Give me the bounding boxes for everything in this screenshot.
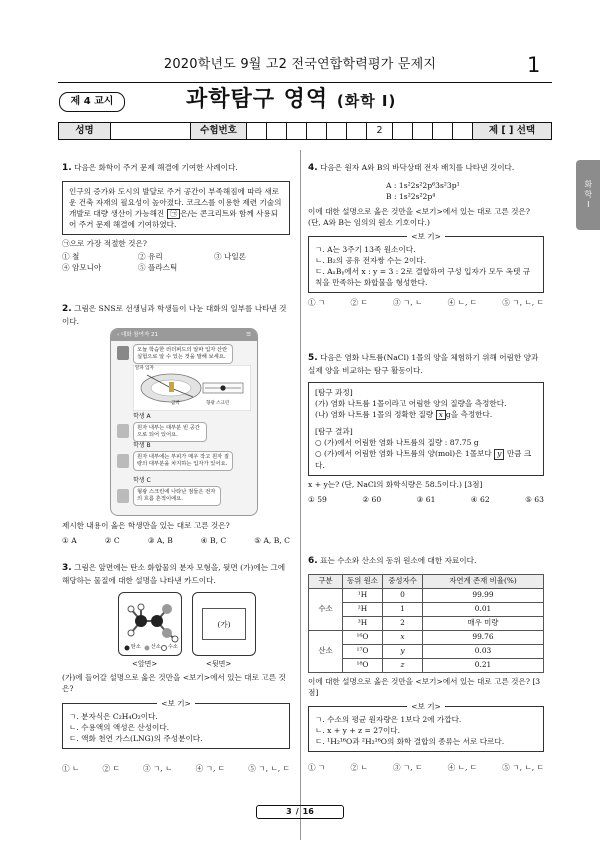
table-header-row [309,575,544,589]
exam-no-box[interactable] [287,123,307,139]
answer-choices [62,251,290,273]
page-number: 1 [527,53,541,77]
card-front [118,592,182,656]
footer-page-indicator [256,805,344,819]
label-alpha: 알파 입자 [135,366,154,371]
bogi-item: ㄴ. x + y + z = 27이다. [315,726,401,736]
table-header: 중성자수 [383,575,423,589]
choice-2[interactable]: ② ㄴ [350,763,368,773]
choice-1[interactable]: ① ㄱ [308,763,326,773]
blank-mark: ㉠ [167,209,181,219]
bogi-item: ㄷ. 액화 천연 가스(LNG)의 주성분이다. [69,734,203,743]
label-screen: 형광 스크린 [206,401,230,406]
card-back-text: (가) [202,608,246,640]
exam-no-box[interactable] [453,123,473,139]
exam-no-box[interactable] [347,123,367,139]
group-cell: 수소 [309,589,343,631]
procedure-step [315,409,537,420]
result-line [315,448,537,470]
student-a-avatar [117,424,129,438]
blank-y: y [494,449,504,459]
neutron-cell: 2 [383,617,423,631]
student-c-avatar [117,489,129,503]
question-stem: 다음은 원자 A와 B의 바닥상태 전자 배치를 나타낸 것이다. [320,163,515,172]
table-row [309,645,544,659]
question-ask: ㉠으로 가장 적절한 것은? [62,239,147,249]
choice-4[interactable]: ④ ㄱ, ㄷ [195,764,226,773]
back-arrow-icon[interactable]: ‹ [117,332,120,338]
choice-5[interactable]: ⑤ 플라스틱 [138,263,178,273]
neutron-cell: 0 [383,589,423,603]
choice-3[interactable]: ③ A, B [147,536,173,545]
question-stem: 다음은 화학이 주거 문제 해결에 기여한 사례이다. [74,163,238,172]
procedure-step: (가) 염화 나트륨 1몰이라고 어림한 양의 질량을 측정한다. [315,399,507,409]
bogi-item: ㄱ. A는 3주기 13족 원소이다. [315,245,416,255]
exam-no-box[interactable] [267,123,287,139]
inquiry-box [308,382,544,476]
answer-choices [308,762,544,773]
question-ask: 제시한 내용이 옳은 학생만을 있는 대로 고른 것은? [62,521,230,530]
passage-text: 인구의 증가와 도시의 발달로 주거 공간이 부족해짐에 따라 새로운 건축 자재의 필요성이 높아졌다. 코크스를 이용한 제련 기술의 개발로 대량 생산이 가능해진 [69,187,282,219]
choice-3[interactable]: ③ ㄱ, ㄴ [392,298,423,308]
candidate-info-bar [58,122,552,140]
student-b-avatar [117,454,129,468]
menu-icon[interactable]: ☰ [246,332,251,338]
choice-5[interactable]: ⑤ 63 [525,494,544,504]
period-badge: 제 4 교시 [59,92,125,112]
ratio-cell: 99.76 [423,631,544,645]
teacher-avatar [117,346,129,360]
question-number: 2. [62,304,72,314]
student-b-message: 원자 내부에는 부피가 매우 작고 원자 질량의 대부분을 차지하는 입자가 있어요. [133,451,233,471]
question-number: 6. [308,556,318,566]
legend-carbon: 탄소 [131,644,141,650]
question-2-footer [62,520,290,546]
chat-title: 대화 참여자 21 [120,332,159,338]
name-field[interactable] [111,123,191,139]
subject-side-tab: 화학Ⅰ [576,160,600,230]
procedure-title: [탐구 과정] [315,388,353,398]
answer-choices [308,494,544,505]
isotope-cell: ¹⁷O [343,645,383,659]
isotope-table [308,574,544,673]
bogi-item: ㄱ. 분자식은 C₂H₄O₂이다. [69,712,158,721]
isotope-cell: ²H [343,603,383,617]
header-rule [58,82,552,83]
label-gold: 금박 [171,401,180,406]
choice-5[interactable]: ⑤ ㄱ, ㄴ, ㄷ [502,763,544,773]
bogi-item: ㄷ. ¹H₂¹⁶O과 ²H₂¹⁶O의 화학 결합의 종류는 서로 다르다. [315,737,505,747]
column-divider [300,150,301,840]
exam-no-box[interactable] [433,123,453,139]
choice-1[interactable]: ① 철 [62,252,80,262]
name-label: 성명 [59,123,111,139]
exam-no-box[interactable] [247,123,267,139]
table-row [309,659,544,673]
question-stem: 그림은 앞면에는 탄소 화합물의 분자 모형을, 뒷면 (가)에는 그에 해당하는 물질에 대한 설명을 나타낸 카드이다. [62,563,286,586]
front-label: <앞면> [132,660,158,668]
choice-5[interactable]: ⑤ ㄱ, ㄴ, ㄷ [502,298,544,308]
neutron-cell: 1 [383,603,423,617]
card-back [192,592,256,656]
choice-4[interactable]: ④ ㄴ, ㄷ [447,298,478,308]
question-3 [62,562,290,586]
question-ask: 이에 대한 설명으로 옳은 것만을 <보기>에서 있는 대로 고른 것은? [3점] [308,677,541,698]
passage-text: 은/는 콘크리트와 함께 사용되어 주거 문제 해결에 기여하였다. [69,209,279,230]
question-1 [62,162,290,273]
bogi-item: ㄷ. AₓBᵧ에서 x : y = 3 : 2로 결합하여 구성 입자가 모두 옥텟 규칙을 만족하는 화합물을 형성한다. [315,267,531,288]
question-number: 4. [308,163,318,173]
bogi-item: ㄴ. B₂의 공유 전자쌍 수는 2이다. [315,256,427,266]
student-a-message: 원자 내부는 대부분 빈 공간으로 되어 있어요. [133,422,207,442]
group-cell: 산소 [309,631,343,673]
exam-no-box[interactable] [307,123,327,139]
teacher-message: 오늘 학습한 러더퍼드의 알파 입자 산란 실험으로 알 수 있는 것을 말해 보세요. [133,344,233,364]
exam-no-digit: 2 [367,123,393,139]
student-c-message: 형광 스크린에 나타난 점들은 전자의 흐름 흔적이에요. [133,486,221,506]
choice-2[interactable]: ② ㄷ [102,764,120,773]
question-ask: 이에 대한 설명으로 옳은 것만을 <보기>에서 있는 대로 고른 것은? (단, A와 B는 임의의 원소 기호이다.) [308,207,530,228]
ratio-cell: 0.01 [423,603,544,617]
legend-oxygen: 산소 [151,644,161,650]
question-5 [308,352,544,505]
question-stem: 다음은 염화 나트륨(NaCl) 1몰의 양을 체험하기 위해 어림한 양과 실제 양을 비교하는 탐구 활동이다. [308,353,539,376]
ratio-cell: 0.03 [423,645,544,659]
bogi-title: <보 기> [407,232,445,241]
question-3-body [62,672,290,774]
choice-3[interactable]: ③ 나일론 [214,252,247,262]
bogi-box [62,699,290,749]
neutron-cell: y [383,645,423,659]
subject-title [186,84,396,116]
table-header: 구분 [309,575,343,589]
procedure-text: (나) 염화 나트륨 1몰의 정확한 질량 [315,410,436,420]
choice-3[interactable]: ③ ㄱ, ㄴ [142,764,173,773]
choice-label: 제 [ ] 선택 [473,123,551,139]
result-text: 만큼 크다. [315,449,532,470]
result-title: [탐구 결과] [315,427,353,437]
ratio-cell: 99.99 [423,589,544,603]
subject-main: 과학탐구 영역 [186,87,329,112]
question-stem: 표는 수소와 산소의 동위 원소에 대한 자료이다. [320,556,477,565]
choice-4[interactable]: ④ 62 [470,494,490,504]
chat-header [111,329,257,341]
bogi-title: <보 기> [407,702,445,711]
choice-2[interactable]: ② 유리 [138,252,163,262]
bogi-item: ㄴ. 수용액의 액성은 산성이다. [69,723,170,732]
question-2 [62,303,290,327]
choice-4[interactable]: ④ B, C [200,536,227,545]
choice-2[interactable]: ② 60 [362,494,382,504]
answer-choices [62,535,290,546]
back-label: <뒷면> [206,660,232,668]
current-page: 3 [286,807,292,817]
choice-5[interactable]: ⑤ ㄱ, ㄴ, ㄷ [248,764,290,773]
exam-no-box[interactable] [393,123,413,139]
exam-title: 2020학년도 9월 고2 전국연합학력평가 문제지 [163,57,437,72]
bogi-box [308,232,544,293]
config-b: B : 1s²2s²2p⁴ [386,192,436,202]
table-row [309,589,544,603]
exam-no-box[interactable] [327,123,347,139]
question-ask: x + y는? (단, NaCl의 화학식량은 58.5이다.) [3점] [308,479,483,489]
question-4 [308,162,544,308]
choice-3[interactable]: ③ 61 [416,494,436,504]
choice-4[interactable]: ④ ㄴ, ㄷ [447,763,478,773]
blank-x: x [436,410,446,420]
neutron-cell: z [383,659,423,673]
isotope-cell: ¹⁸O [343,659,383,673]
student-c-name: 학생 C [133,477,151,484]
table-row [309,631,544,645]
question-number: 3. [62,563,72,573]
config-a: A : 1s²2s²2p⁶3s²3p¹ [386,181,460,191]
exam-no-label: 수험번호 [191,123,247,139]
choice-3[interactable]: ③ ㄱ, ㄷ [392,763,423,773]
bogi-box [308,702,544,752]
choice-1[interactable]: ① 59 [308,494,327,504]
question-ask: (가)에 들어갈 설명으로 옳은 것만을 <보기>에서 있는 대로 고른 것은? [62,673,286,693]
table-row [309,617,544,631]
table-row [309,603,544,617]
choice-1[interactable]: ① A [62,536,77,545]
sns-chat-window [110,328,258,516]
table-header: 동위 원소 [343,575,383,589]
student-b-name: 학생 B [133,442,151,449]
passage-box [62,181,290,235]
isotope-cell: ³H [343,617,383,631]
isotope-cell: ¹⁶O [343,631,383,645]
subject-sub: (화학 Ⅰ) [336,92,397,110]
question-6 [308,555,544,773]
result-line: ○ (가)에서 어림한 염화 나트륨의 질량 : 87.75 g [315,438,479,448]
neutron-cell: x [383,631,423,645]
choice-2[interactable]: ② C [104,536,120,545]
ratio-cell: 0.21 [423,659,544,673]
legend-hydrogen: 수소 [168,644,178,650]
ratio-cell: 매우 미량 [423,617,544,631]
answer-choices [62,763,290,774]
result-text: ○ (가)에서 어림한 염화 나트륨의 양(mol)은 1몰보다 [315,449,495,459]
choice-4[interactable]: ④ 암모니아 [62,263,102,273]
bogi-item: ㄱ. 수소의 평균 원자량은 1보다 2에 가깝다. [315,715,462,725]
choice-2[interactable]: ② ㄷ [350,298,368,308]
bogi-title: <보 기> [157,699,195,708]
procedure-text: g을 측정한다. [445,410,493,420]
question-stem: 그림은 SNS로 선생님과 학생들이 나눈 대화의 일부를 나타낸 것이다. [62,304,287,327]
question-number: 5. [308,353,318,363]
page-separator: / [295,807,299,817]
choice-1[interactable]: ① ㄱ [308,298,326,308]
table-header: 자연계 존재 비율(%) [423,575,544,589]
isotope-cell: ¹H [343,589,383,603]
exam-no-box[interactable] [413,123,433,139]
answer-choices [308,297,544,308]
choice-5[interactable]: ⑤ A, B, C [254,536,290,545]
student-a-name: 학생 A [133,413,151,420]
total-pages: 16 [302,807,314,817]
choice-1[interactable]: ① ㄴ [62,764,80,773]
question-number: 1. [62,163,72,173]
